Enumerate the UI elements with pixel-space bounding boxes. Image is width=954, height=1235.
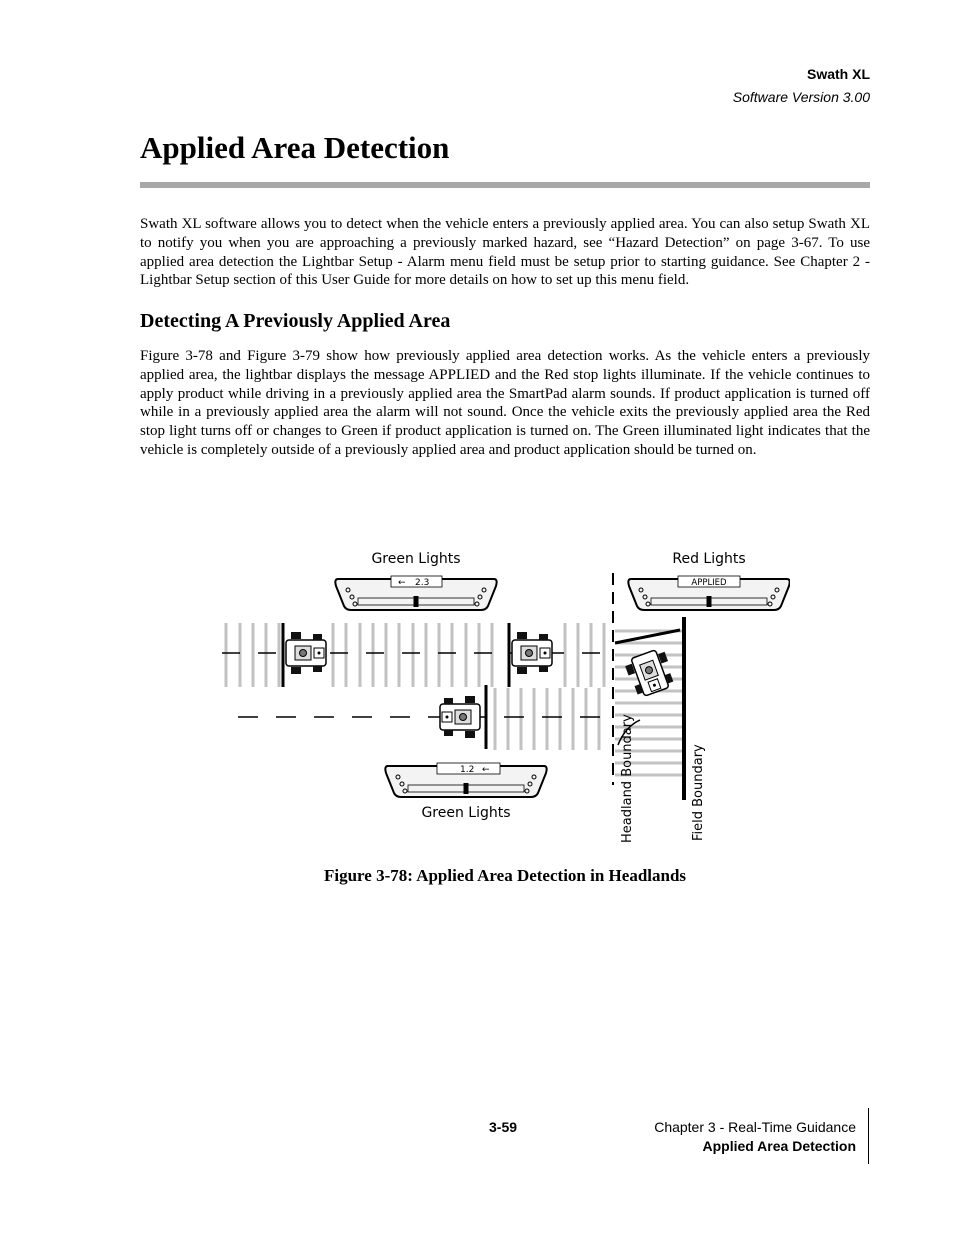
figure-caption: Figure 3-78: Applied Area Detection in Headlands: [323, 866, 687, 885]
label-red-lights: Red Lights: [672, 551, 746, 567]
lightbar3-display: 1.2: [460, 765, 475, 775]
tractor-3: [440, 696, 480, 738]
header-product: Swath XL: [806, 66, 870, 82]
svg-text:←: ←: [482, 765, 490, 775]
label-green-lights-top: Green Lights: [371, 551, 461, 567]
lightbar2-display: APPLIED: [691, 578, 727, 588]
page-title: Applied Area Detection: [140, 130, 450, 165]
section-paragraph: Figure 3-78 and Figure 3-79 show how previously applied area detection works. As the vehicle enters a previously applied area, the lightbar displays the message APPLIED and the Red stop lights illuminate. If the vehicle continues to apply product while driving in a previously applied area the SmartPad alarm sounds. If product application is turned off while in a previously applied area the alarm will not sound. Once the vehicle exits the previously applied area the Red stop light turns off or changes to Green if product application is turned on. The Green illuminated light indicates that the vehicle is completely outside of a previously applied area and product application should be turned on.: [140, 348, 870, 458]
header-version: Software Version 3.00: [732, 89, 870, 105]
applied-area-figure: [220, 545, 790, 845]
svg-text:←: ←: [398, 578, 406, 588]
label-field-boundary: Field Boundary: [691, 744, 706, 841]
tractor-1: [286, 632, 326, 674]
section-heading: Detecting A Previously Applied Area: [140, 310, 451, 332]
footer-section: Applied Area Detection: [702, 1138, 856, 1154]
tractor-2: [512, 632, 552, 674]
page-number: 3-59: [489, 1119, 518, 1135]
lightbar1-display: 2.3: [415, 578, 430, 588]
title-rule: [140, 182, 870, 188]
intro-paragraph: Swath XL software allows you to detect when the vehicle enters a previously applied area. You can also setup Swath XL to notify you when you are approaching a previously marked hazard, see “Hazard Detection” on page 3-67. To use applied area detection the Lightbar Setup - Alarm menu field must be setup prior to starting guidance. See Chapter 2 - Lightbar Setup section of this User Guide for more details on how to set up this menu field.: [140, 216, 870, 289]
footer-rule: [868, 1108, 869, 1164]
label-headland-boundary: Headland Boundary: [620, 714, 635, 843]
label-green-lights-bottom: Green Lights: [421, 805, 511, 821]
footer-chapter: Chapter 3 - Real-Time Guidance: [654, 1119, 856, 1135]
